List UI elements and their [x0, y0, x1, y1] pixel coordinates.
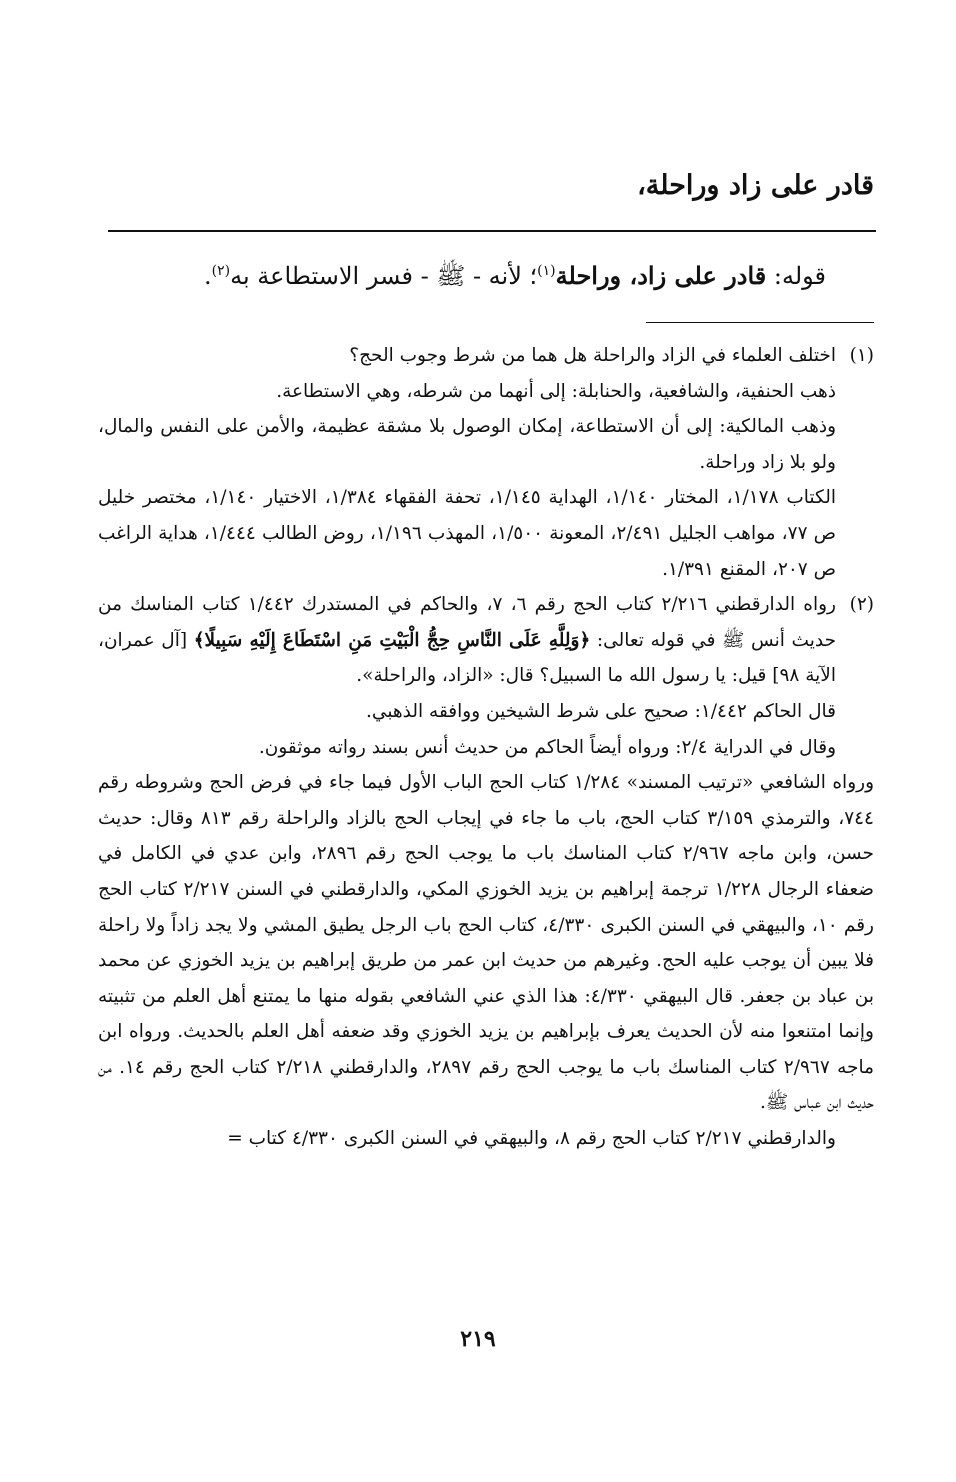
matn-prefix: قوله:: [766, 262, 826, 290]
footnotes: [98, 338, 874, 1157]
footnote-line: قال الحاكم ١/٤٤٢: صحيح على شرط الشيخين ووافقه الذهبي.: [366, 700, 836, 722]
footnote-line: ذهب الحنفية، والشافعية، والحنابلة: إلى أنهما من شرطه، وهي الاستطاعة.: [276, 380, 836, 402]
footnote-line: وقال في الدراية ٢/٤: ورواه أيضاً الحاكم من حديث أنس بسند رواته موثقون.: [258, 736, 836, 758]
footnote-line: ورواه الشافعي «ترتيب المسند» ١/٢٨٤ كتاب الحج الباب الأول فيما جاء في فرض الحج وشروطه رقم ٧٤٤، والترمذي ٣/١٥٩ كتاب الحج، باب ما جاء في إيجاب الحج بالزاد والراحلة رقم ٨١٣ وقال: حديث حسن، وابن ماجه ٢/٩٦٧ كتاب المناسك باب ما يوجب الحج رقم ٢٨٩٦، وابن عدي في الكامل في ضعفاء الرجال ١/٢٢٨ ترجمة إبراهيم بن يزيد الخوزي المكي، والدارقطني في السنن ٢/٢١٧ كتاب الحج رقم ١٠، والبيهقي في السنن الكبرى ٤/٣٣٠، كتاب الحج باب الرجل يطيق المشي ولا يجد زاداً ولا راحلة فلا يبين أن يوجب عليه الحج. وغيرهم من حديث ابن عمر من طريق إبراهيم بن يزيد الخوزي عن محمد بن عباد بن جعفر. قال البيهقي ٤/٣٣٠: هذا الذي عني الشافعي بقوله منها ما يمتنع أهل العلم من تثبيته وإنما امتنعوا منه لأن الحديث يعرف بإبراهيم بن يزيد الخوزي وقد ضعفه أهل العلم بالحديث. ورواه ابن ماجه ٢/٩٦٧ كتاب المناسك باب ما يوجب الحج رقم ٢٨٩٧، والدارقطني ٢/٢١٨ كتاب الحج رقم ١٤. من حديث ابن عباس ﷺ.: [98, 772, 875, 1114]
footnote-line: وذهب المالكية: إلى أن الاستطاعة، إمكان الوصول بلا مشقة عظيمة، والأمن على النفس والمال، ولو بلا زاد وراحلة.: [98, 416, 836, 473]
matn-bold-phrase: قادر على زاد، وراحلة: [555, 261, 767, 290]
footnote-line: الكتاب ١/١٧٨، المختار ١/١٤٠، الهداية ١/١٤٥، تحفة الفقهاء ١/٣٨٤، الاختيار ١/١٤٠، مختصر خليل ص ٧٧، مواهب الجليل ٢/٤٩١، المعونة ١/٥٠٠، المهذب ١/١٩٦، روض الطالب ١/٤٤٤، هداية الراغب ص ٢٠٧، المقنع ١/٣٩١.: [98, 487, 837, 580]
quran-verse: ﴿وَلِلَّهِ عَلَى النَّاسِ حِجُّ الْبَيْتِ مَنِ اسْتَطَاعَ إِلَيْهِ سَبِيلًا﴾: [193, 629, 591, 651]
footnote-line: [98, 587, 836, 694]
footnote-number: (٢): [849, 594, 874, 616]
running-head: قادر على زاد وراحلة،: [637, 170, 874, 201]
footnote-line: والدارقطني ٢/٢١٧ كتاب الحج رقم ٨، والبيهقي في السنن الكبرى ٤/٣٣٠ كتاب =: [227, 1128, 836, 1150]
matn-end: .: [204, 262, 212, 290]
footnote-number: (١): [849, 345, 874, 366]
matn-middle: ؛ لأنه - ﷺ - فسر الاستطاعة به: [230, 262, 538, 290]
footnote-1: [98, 338, 874, 587]
header-rule: [108, 230, 876, 232]
footnote-intro: رواه الدارقطني ٢/٢١٦ كتاب الحج رقم ٦، ٧، والحاكم في المستدرك ١/٤٤٢ كتاب المناسك من حديث أنس ﷺ في قوله تعالى:: [98, 594, 837, 651]
footnote-after-verse: [آل عمران، الآية ٩٨] قيل: يا رسول الله ما السبيل؟ قال: «الزاد، والراحلة».: [98, 629, 836, 687]
main-text: [106, 247, 826, 300]
footnote-ref-1[interactable]: (١): [537, 263, 556, 279]
footnote-2: [98, 587, 874, 1157]
footnote-line: اختلف العلماء في الزاد والراحلة هل هما من شرط وجوب الحج؟: [349, 345, 836, 366]
footnote-separator: [646, 322, 874, 323]
footnote-ref-2[interactable]: (٢): [211, 263, 231, 279]
page-number: ٢١٩: [460, 1326, 496, 1352]
